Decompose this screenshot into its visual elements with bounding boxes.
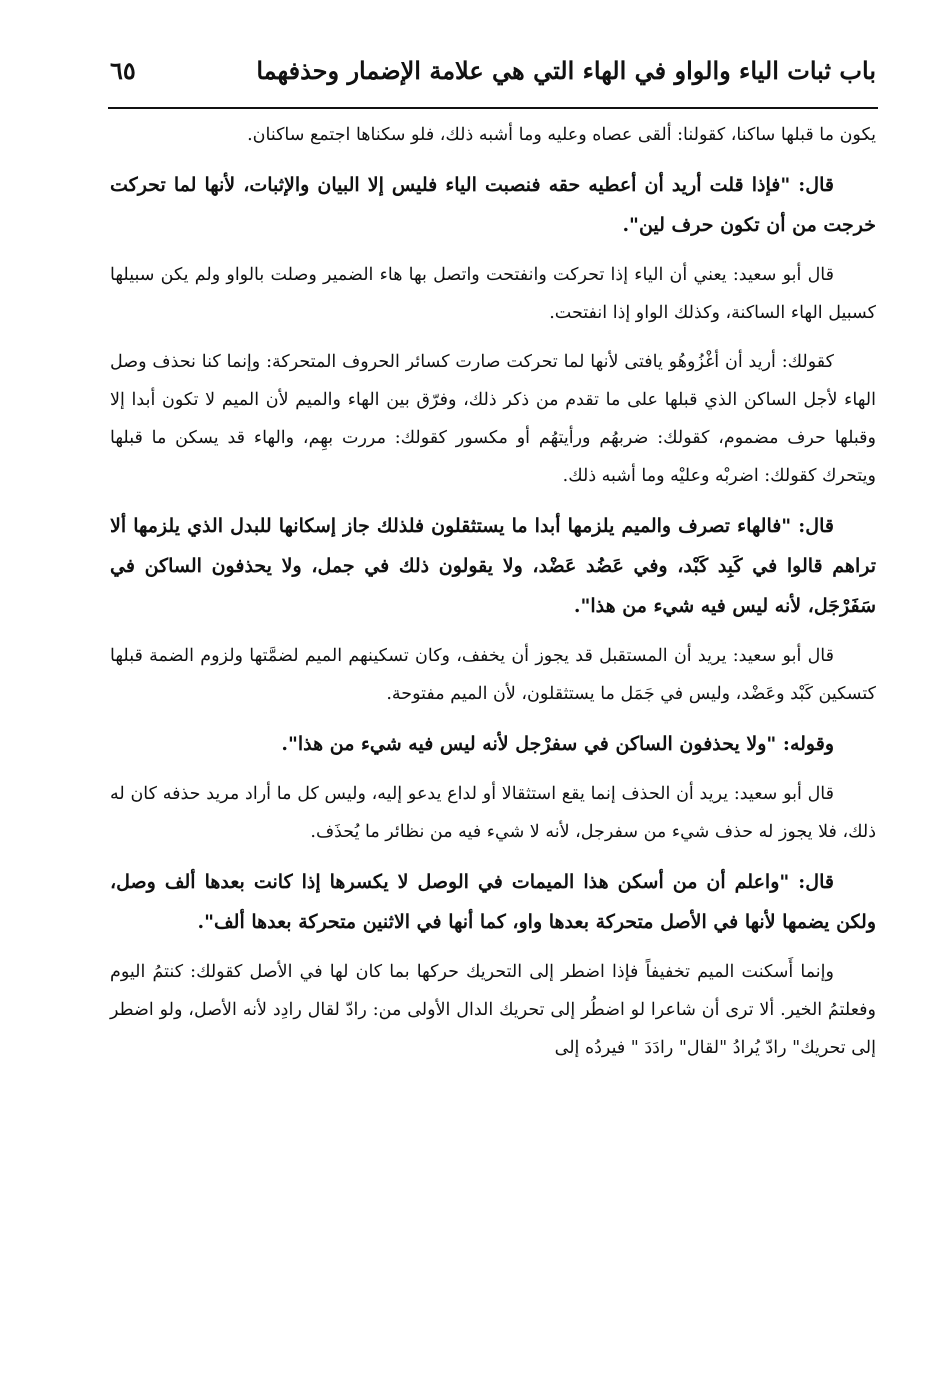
running-header <box>110 52 876 102</box>
commentary-paragraph: كقولك: أريد أن أغْزُوهُو يافتى لأنها لما تحركت صارت كسائر الحروف المتحركة: وإنما كنا نحذف وصل الهاء لأجل الساكن الذي قبلها على ما تقدم من ذكر ذلك، وفرّق بين الهاء والميم لأن الميم لا تكون أبدا إلا وقبلها حرف مضموم، كقولك: ضربهُم ورأيتهُم أو مكسور كقولك: مررت بهِم، والهاء قد يسكن ما قبلها ويتحرك كقولك: اضربْه وعليْه وما أشبه ذلك. <box>110 352 876 486</box>
chapter-title: باب ثبات الياء والواو في الهاء التي هي علامة الإضمار وحذفهما <box>256 56 876 85</box>
commentary-paragraph: وإنما أَسكنت الميم تخفيفاً فإذا اضطر إلى التحريك حركها بما كان لها في الأصل كقولك: كنتمُ اليوم وفعلتمُ الخير. ألا ترى أن شاعرا لو اضطُر إلى تحريك الدال الأولى من: رادّ لقال رادِد لأنه الأصل، ولو اضطر إلى تحريك" رادّ يُرادُ "لقال" رادَدَ " فيردُه إلى <box>110 962 876 1058</box>
quote-paragraph: وقوله: "ولا يحذفون الساكن في سفرْجل لأنه ليس فيه شيء من هذا". <box>281 733 834 755</box>
header-divider <box>108 107 878 109</box>
page-number: ٦٥ <box>110 56 136 85</box>
commentary-paragraph: قال أبو سعيد: يريد أن المستقبل قد يجوز أن يخفف، وكان تسكينهم الميم لضمَّتها ولزوم الضمة قبلها كتسكين كَبْد وعَضْد، وليس في جَمَل ما يستثقلون، لأن الميم مفتوحة. <box>110 646 876 704</box>
page-body <box>110 116 876 1078</box>
quote-paragraph: قال: "واعلم أن من أسكن هذا الميمات في الوصل لا يكسرها إذا كانت بعدها ألف وصل، ولكن يضمها لأنها في الأصل متحركة بعدها واو، كما أنها في الاثنين متحركة بعدها ألف". <box>110 871 876 933</box>
quote-paragraph: قال: "فالهاء تصرف والميم يلزمها أبدا ما يستثقلون فلذلك جاز إسكانها للبدل الذي يلزمها ألا تراهم قالوا في كَبِد كَبْد، وفي عَضُد عَضْد، ولا يقولون ذلك في جمل، ولا يحذفون الساكن في سَفَرْجَل، لأنه ليس فيه شيء من هذا". <box>110 515 876 617</box>
paragraph-continuation: يكون ما قبلها ساكنا، كقولنا: ألقى عصاه وعليه وما أشبه ذلك، فلو سكناها اجتمع ساكنان. <box>247 125 876 145</box>
commentary-paragraph: قال أبو سعيد: يعني أن الياء إذا تحركت وانفتحت واتصل بها هاء الضمير وصلت بالواو ولم يكن سبيلها كسبيل الهاء الساكنة، وكذلك الواو إذا انفتحت. <box>110 265 876 323</box>
commentary-paragraph: قال أبو سعيد: يريد أن الحذف إنما يقع استثقالا أو لداع يدعو إليه، وليس كل ما أراد مريد حذفه كان له ذلك، فلا يجوز له حذف شيء من سفرجل، لأنه لا شيء فيه من نظائر ما يُحذَف. <box>110 784 876 842</box>
quote-paragraph: قال: "فإذا قلت أريد أن أعطيه حقه فنصبت الياء فليس إلا البيان والإثبات، لأنها لما تحركت خرجت من أن تكون حرف لين". <box>110 174 876 236</box>
